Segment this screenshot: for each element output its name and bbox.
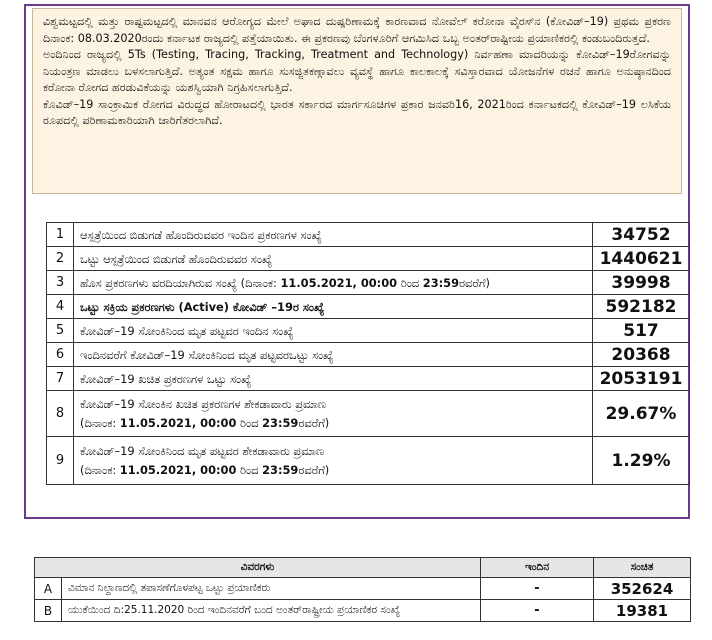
table-row [47, 437, 690, 485]
row-description [74, 437, 593, 485]
desc-text: (ದಿನಾಂಕ: [80, 415, 120, 430]
date-range-start: 11.05.2021, 00:00 [119, 462, 237, 477]
table-row [47, 367, 690, 391]
covid-stats-table [46, 222, 690, 485]
date-range-start: 11.05.2021, 00:00 [280, 275, 398, 290]
table-row [47, 319, 690, 343]
row-letter: A [35, 578, 62, 600]
row-number: 7 [47, 367, 74, 391]
row-today: - [481, 578, 594, 600]
desc-text: ರವರೆಗೆ) [298, 462, 330, 477]
row-value: 592182 [593, 295, 690, 319]
desc-text: ರವರೆಗೆ) [459, 275, 490, 290]
row-description [74, 391, 593, 437]
desc-text: ರಿಂದ [397, 275, 423, 290]
date-range-end: 23:59 [422, 275, 460, 290]
desc-line: ಕೋವಿಡ್–19 ಸೋಂಕಿನಿಂದ ಮೃತ ಪಟ್ಟವರ ಶೇಕಡಾವಾರು ಪ್ರಮಾಣ [80, 443, 325, 458]
intro-paragraph-3: ಕೊವಿಡ್–19 ಸಾಂಕ್ರಾಮಿಕ ರೋಗದ ವಿರುದ್ಧದ ಹೋರಾಟದಲ್ಲಿ ಭಾರತ ಸರ್ಕಾರದ ಮಾರ್ಗಸೂಚಿಗಳ ಪ್ರಕಾರ ಜನವರಿ16, 2021ರಿಂದ ಕರ್ನಾಟಕದಲ್ಲಿ ಕೋವಿಡ್–19 ಲಸಿಕೆಯ ರೂಪದಲ್ಲಿ ಪರಿಣಾಮಕಾರಿಯಾಗಿ ಜಾರಿಗೆತರಲಾಗಿದೆ. [43, 97, 671, 127]
table-row [47, 271, 690, 295]
row-description: ಕೋವಿಡ್–19 ಸೋಂಕಿನಿಂದ ಮೃತ ಪಟ್ಟವರ ಇಂದಿನ ಸಂಖ್ಯೆ [74, 319, 593, 343]
row-number: 3 [47, 271, 74, 295]
row-cumulative: 352624 [594, 578, 691, 600]
row-value: 34752 [593, 223, 690, 247]
row-description: ಒಟ್ಟು ಸಕ್ರಿಯ ಪ್ರಕರಣಗಳು (Active) ಕೋವಿಡ್ –19ರ ಸಂಖ್ಯೆ [74, 295, 593, 319]
intro-box [32, 8, 682, 194]
desc-text: ರಿಂದ [236, 415, 263, 430]
row-description: ಕೋವಿಡ್–19 ಖಚಿತ ಪ್ರಕರಣಗಳ ಒಟ್ಟು ಸಂಖ್ಯೆ [74, 367, 593, 391]
row-value: 2053191 [593, 367, 690, 391]
desc-text: ರವರೆಗೆ) [298, 415, 330, 430]
row-number: 5 [47, 319, 74, 343]
date-range-end: 23:59 [262, 415, 299, 430]
row-description: ಒಟ್ಟು ಆಸ್ಪತ್ರೆಯಿಂದ ಬಿಡುಗಡೆ ಹೊಂದಿರುವವರ ಸಂಖ್ಯೆ [74, 247, 593, 271]
row-letter: B [35, 600, 62, 622]
date-range-start: 11.05.2021, 00:00 [119, 415, 237, 430]
row-description: ಇಂದಿನವರೆಗೆ ಕೋವಿಡ್–19 ಸೋಂಕಿನಿಂದ ಮೃತ ಪಟ್ಟವರಒಟ್ಟು ಸಂಖ್ಯೆ [74, 343, 593, 367]
row-number: 9 [47, 437, 74, 485]
table-row [47, 247, 690, 271]
desc-text: ಹೊಸ ಪ್ರಕರಣಗಳು ವರದಿಯಾಗಿರುವ ಸಂಖ್ಯೆ (ದಿನಾಂಕ: [80, 275, 281, 290]
row-cumulative: 19381 [594, 600, 691, 622]
row-value: 1.29% [593, 437, 690, 485]
row-value: 29.67% [593, 391, 690, 437]
row-number: 2 [47, 247, 74, 271]
table-row [47, 391, 690, 437]
desc-text: (ದಿನಾಂಕ: [80, 462, 120, 477]
row-today: - [481, 600, 594, 622]
row-number: 8 [47, 391, 74, 437]
table-row [47, 223, 690, 247]
header-cumulative: ಸಂಚಿತ [594, 558, 691, 578]
row-value: 517 [593, 319, 690, 343]
row-description: ಆಸ್ಪತ್ರೆಯಿಂದ ಬಿಡುಗಡೆ ಹೊಂದಿರುವವರ ಇಂದಿನ ಪ್ರಕರಣಗಳ ಸಂಖ್ಯೆ [74, 223, 593, 247]
desc-text: ರಿಂದ [236, 462, 263, 477]
intro-paragraph-2: ಅಂದಿನಿಂದ ರಾಜ್ಯದಲ್ಲಿ 5Ts (Testing, Tracing, Tracking, Treatment and Technology) ನಿರ್ವಹಣಾ ಮಾದರಿಯನ್ನು ಕೋವಿಡ್–19ರೋಗವನ್ನು ನಿಯಂತ್ರಣ ಮಾಡಲು ಬಳಸಲಾಗುತ್ತಿದೆ. ಅತ್ಯಂತ ಸಕ್ಷಮ ಹಾಗೂ ಸುಸಜ್ಜಿತಕಣ್ಗಾವಲು ವ್ಯವಸ್ಥೆ ಹಾಗೂ ಕಾಲಕಾಲಕ್ಕೆ ಸವಿಸ್ತಾರವಾದ ಯೋಜನೆಗಳ ರಚನೆ ಹಾಗೂ ಅನುಷ್ಠಾನದಿಂದ ಕರೋನಾ ರೋಗದ ಹರಡುವಿಕೆಯನ್ನು ಯಶಸ್ವಿಯಾಗಿ ನಿಗ್ರಹಿಸಲಾಗುತ್ತಿದೆ. [43, 48, 671, 94]
row-number: 6 [47, 343, 74, 367]
row-value: 1440621 [593, 247, 690, 271]
row-number: 4 [47, 295, 74, 319]
row-value: 39998 [593, 271, 690, 295]
row-description [74, 271, 593, 295]
row-description: ವಿಮಾನ ನಿಲ್ದಾಣದಲ್ಲಿ ತಪಾಸಣೆಗೊಳಪಟ್ಟ ಒಟ್ಟು ಪ್ರಯಾಣಿಕರು [62, 578, 481, 600]
header-today: ಇಂದಿನ [481, 558, 594, 578]
desc-line [80, 461, 586, 480]
table-row [35, 578, 691, 600]
header-details: ವಿವರಗಳು [35, 558, 481, 578]
row-description: ಯುಕೆಯಿಂದ ದಿ:25.11.2020 ರಿಂದ ಇಂದಿನವರೆಗೆ ಬಂದ ಅಂತರ್‌ರಾಷ್ಟ್ರೀಯ ಪ್ರಯಾಣಿಕರ ಸಂಖ್ಯೆ [62, 600, 481, 622]
row-value: 20368 [593, 343, 690, 367]
table-row [47, 343, 690, 367]
row-number: 1 [47, 223, 74, 247]
table-header-row [35, 558, 691, 578]
intro-paragraph-1: ವಿಶ್ವಮಟ್ಟದಲ್ಲಿ ಮತ್ತು ರಾಷ್ಟಮಟ್ಟದಲ್ಲಿ ಮಾನವನ ಆರೋಗ್ಯದ ಮೇಲೆ ಅಘಾದ ದುಷ್ಪರಿಣಾಮಕ್ಕೆ ಕಾರಣವಾದ ನೋವೆಲ್ ಕರೋನಾ ವೈರಸ್‌ನ (ಕೋವಿಡ್–19) ಪ್ರಥಮ ಪ್ರಕರಣ ದಿನಾಂಕ: 08.03.2020ರಂದು ಕರ್ನಾಟಕ ರಾಜ್ಯದಲ್ಲಿ ಪತ್ತೆಯಾಯಿತು. ಈ ಪ್ರಕರಣವು ಬೆಂಗಳೂರಿಗೆ ಆಗಮಿಸಿದ ಒಬ್ಬ ಅಂತರ್‌ರಾಷ್ಟೀಯ ಪ್ರಯಾಣಿಕರಲ್ಲಿ ಕಂಡುಬಂದಿರುತ್ತದೆ. [43, 15, 671, 45]
desc-line: ಕೋವಿಡ್–19 ಸೋಂಕಿನ ಖಚಿತ ಪ್ರಕರಣಗಳ ಶೇಕಡಾವಾರು ಪ್ರಮಾಣ [80, 396, 326, 411]
table-row [35, 600, 691, 622]
table-row [47, 295, 690, 319]
travel-screening-table [34, 557, 691, 622]
date-range-end: 23:59 [262, 462, 299, 477]
desc-line [80, 414, 586, 433]
